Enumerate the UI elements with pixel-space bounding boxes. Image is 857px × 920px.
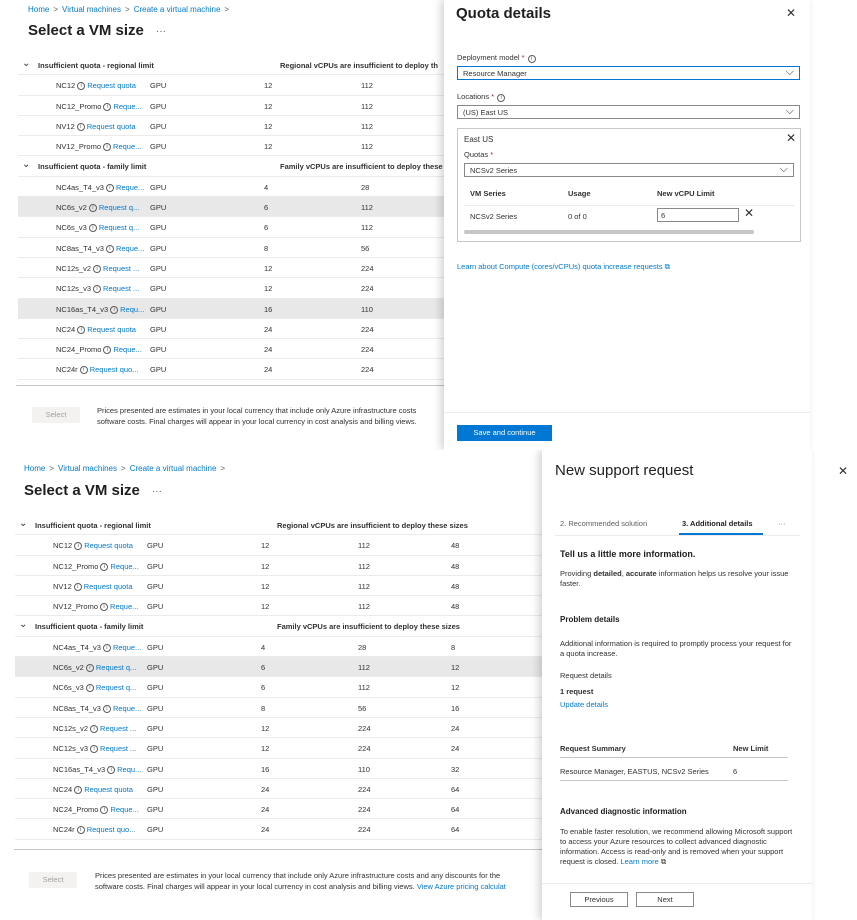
vcpus-value: 12 xyxy=(264,263,273,273)
intro-text: Providing detailed, accurate information helps us resolve your issue faster. xyxy=(560,569,789,588)
ram-value: 112 xyxy=(358,541,370,551)
col-new-limit: New Limit xyxy=(733,744,769,753)
bottom-screenshot xyxy=(0,450,857,920)
usage-value: 0 of 0 xyxy=(568,212,587,221)
request-count: 1 request xyxy=(560,687,594,696)
info-icon: i xyxy=(89,204,97,212)
vcpus-value: 24 xyxy=(264,324,273,334)
save-and-continue-button[interactable]: Save and continue xyxy=(457,425,552,441)
ram-value: 112 xyxy=(358,581,370,591)
chevron-down-icon[interactable]: ⌄ xyxy=(19,619,28,631)
table-row[interactable] xyxy=(15,819,545,839)
close-icon[interactable]: ✕ xyxy=(837,464,848,478)
vm-type: GPU xyxy=(150,182,167,192)
vm-type: GPU xyxy=(150,263,167,273)
vm-size-name: NC24r xyxy=(53,825,75,835)
data-disks-value: 12 xyxy=(451,683,460,693)
more-icon[interactable]: ··· xyxy=(151,485,162,497)
tab-more-icon[interactable]: ··· xyxy=(778,519,786,528)
info-icon: i xyxy=(77,123,85,131)
ram-value: 56 xyxy=(361,243,370,253)
vcpus-value: 12 xyxy=(261,581,270,591)
blade-title: New support request xyxy=(555,462,694,479)
quotas-dropdown[interactable]: NCSv2 Series ⌵ xyxy=(464,163,794,177)
vcpus-value: 16 xyxy=(264,304,273,314)
ram-value: 224 xyxy=(358,723,371,733)
ram-value: 112 xyxy=(358,561,370,571)
summary-value: Resource Manager, EASTUS, NCSv2 Series xyxy=(560,767,709,776)
info-heading: Tell us a little more information. xyxy=(560,549,696,559)
previous-button[interactable]: Previous xyxy=(570,892,628,907)
vm-size-name: NC12s_v2 xyxy=(53,723,89,733)
vm-type: GPU xyxy=(147,663,164,673)
request-quota-link[interactable]: Reque... xyxy=(113,142,142,152)
vm-type: GPU xyxy=(147,764,164,774)
request-quota-link[interactable]: Request quo... xyxy=(89,365,139,375)
table-row[interactable] xyxy=(15,677,545,697)
ram-value: 112 xyxy=(361,223,373,233)
chevron-down-icon[interactable]: ⌄ xyxy=(19,518,28,529)
group-message: Regional vCPUs are insufficient to deploy these sizes xyxy=(277,521,468,530)
vcpus-value: 12 xyxy=(261,602,270,612)
info-icon: i xyxy=(90,745,98,753)
pricing-note: Prices presented are estimates in your local currency that include only Azure infrastructure costs and any discounts for the software costs. Final charges will appear in your local currency in cost analysis and billing views. View Azure pricing calculat xyxy=(95,871,506,891)
vm-type: GPU xyxy=(150,81,167,91)
request-quota-link[interactable]: Reque... xyxy=(113,101,142,111)
data-disks-value: 48 xyxy=(451,581,460,591)
request-quota-link[interactable]: Requ... xyxy=(120,304,145,314)
ram-value: 112 xyxy=(361,121,373,131)
request-quota-link[interactable]: Request quota xyxy=(87,81,136,91)
vm-type: GPU xyxy=(150,142,167,152)
ram-value: 112 xyxy=(361,101,373,111)
info-icon: i xyxy=(90,725,98,733)
vcpus-value: 24 xyxy=(264,345,273,355)
group-message: Family vCPUs are insufficient to deploy these xyxy=(280,162,443,172)
vm-size-name: NC12s_v2 xyxy=(56,263,92,273)
group-title: Insufficient quota - regional limit xyxy=(35,521,151,530)
vm-type: GPU xyxy=(150,223,167,233)
table-row[interactable] xyxy=(15,535,545,555)
vm-type: GPU xyxy=(150,203,167,213)
info-icon: i xyxy=(103,103,111,111)
ram-value: 110 xyxy=(361,304,373,314)
limit-value: 6 xyxy=(733,767,738,776)
request-quota-link[interactable]: Request q... xyxy=(98,223,140,233)
vcpus-value: 12 xyxy=(261,541,270,551)
vm-type: GPU xyxy=(150,284,167,294)
breadcrumb-home[interactable]: Home xyxy=(28,5,50,14)
vm-size-name: NC16as_T4_v3 xyxy=(53,764,106,774)
vm-type: GPU xyxy=(150,243,167,253)
locations-dropdown[interactable]: (US) East US ⌵ xyxy=(457,105,800,119)
vm-size-name: NC12 xyxy=(56,81,76,91)
series-value: NCSv2 Series xyxy=(470,212,518,221)
external-link-icon: ⧉ xyxy=(660,857,667,866)
request-quota-link[interactable]: Reque... xyxy=(115,182,145,192)
vm-type: GPU xyxy=(150,101,167,111)
request-quota-link[interactable]: Request q... xyxy=(98,203,140,213)
chevron-down-icon: ⌵ xyxy=(779,163,788,175)
data-disks-value: 12 xyxy=(451,663,460,673)
ram-value: 224 xyxy=(361,263,374,273)
request-quota-link[interactable]: Request quota xyxy=(84,541,133,551)
data-disks-value: 48 xyxy=(451,561,460,571)
vcpus-value: 24 xyxy=(261,784,270,794)
pricing-note: Prices presented are estimates in your local currency that include only Azure infrastructure costs software costs. Final charges will appear in your local currency in cost analysis and billing views. xyxy=(97,406,417,426)
info-icon: i xyxy=(110,306,118,314)
chevron-down-icon: ⌵ xyxy=(785,105,794,117)
clear-icon[interactable]: ✕ xyxy=(744,206,755,220)
external-link-icon: ⧉ xyxy=(664,262,670,271)
vcpus-value: 6 xyxy=(264,223,269,233)
vm-size-name: NV12 xyxy=(53,581,72,591)
breadcrumb: Home > Virtual machines > Create a virtual machine > xyxy=(28,5,230,14)
quota-details-blade xyxy=(444,0,810,450)
request-details-label: Request details xyxy=(560,671,612,680)
group-header[interactable] xyxy=(15,616,545,636)
info-icon: i xyxy=(100,806,108,814)
ram-value: 112 xyxy=(361,81,373,91)
quotas-label: Quotas * xyxy=(464,150,494,159)
ram-value: 224 xyxy=(361,284,374,294)
vcpus-value: 12 xyxy=(264,284,273,294)
breadcrumb: Home > Virtual machines > Create a virtual machine > xyxy=(24,464,226,473)
vcpus-value: 4 xyxy=(264,182,269,192)
horizontal-scrollbar[interactable] xyxy=(464,230,754,234)
request-quota-link[interactable]: Request quo... xyxy=(86,825,136,835)
info-icon: i xyxy=(497,94,505,102)
vm-type: GPU xyxy=(147,825,164,835)
col-usage: Usage xyxy=(568,189,591,198)
vm-size-name: NC8as_T4_v3 xyxy=(53,703,101,713)
request-quota-link[interactable]: Reque... xyxy=(115,243,145,253)
info-icon: i xyxy=(74,583,82,591)
vm-size-name: NC12s_v3 xyxy=(56,284,92,294)
vm-type: GPU xyxy=(147,805,164,815)
request-quota-link[interactable]: Requ... xyxy=(117,764,142,774)
vcpus-value: 4 xyxy=(261,642,266,652)
group-title: Insufficient quota - regional limit xyxy=(38,61,154,70)
ram-value: 112 xyxy=(358,602,370,612)
data-disks-value: 64 xyxy=(451,805,460,815)
vm-type: GPU xyxy=(147,784,164,794)
vm-type: GPU xyxy=(147,541,164,551)
info-icon: i xyxy=(100,563,108,571)
vcpus-value: 8 xyxy=(264,243,269,253)
blade-title: Quota details xyxy=(456,5,552,22)
ram-value: 224 xyxy=(358,805,371,815)
deployment-model-dropdown[interactable]: Resource Manager ⌵ xyxy=(457,66,800,80)
vm-size-name: NC12s_v3 xyxy=(53,744,89,754)
advanced-diagnostic-heading: Advanced diagnostic information xyxy=(560,807,687,816)
chevron-down-icon: ⌵ xyxy=(785,66,794,78)
vm-size-name: NC4as_T4_v3 xyxy=(53,642,101,652)
info-icon: i xyxy=(100,603,108,611)
vm-type: GPU xyxy=(147,723,164,733)
vm-size-table xyxy=(15,515,545,840)
info-icon: i xyxy=(93,265,101,273)
ram-value: 224 xyxy=(358,825,371,835)
vm-type: GPU xyxy=(147,602,164,612)
vm-type: GPU xyxy=(150,365,167,375)
request-quota-link[interactable]: Request ... xyxy=(103,284,140,294)
vm-type: GPU xyxy=(150,121,167,131)
vm-type: GPU xyxy=(150,324,167,334)
col-new-limit: New vCPU Limit xyxy=(657,189,715,198)
vcpus-value: 16 xyxy=(261,764,270,774)
tab-recommended-solution[interactable]: 2. Recommended solution xyxy=(560,519,648,528)
vcpus-value: 6 xyxy=(261,683,266,693)
vm-size-name: NV12_Promo xyxy=(56,142,102,152)
table-row[interactable] xyxy=(15,698,545,718)
info-icon: i xyxy=(86,664,94,672)
ram-value: 224 xyxy=(358,744,371,754)
vcpus-value: 12 xyxy=(264,142,273,152)
info-icon: i xyxy=(77,82,85,90)
group-message: Regional vCPUs are insufficient to deploy th xyxy=(280,61,438,70)
info-icon: i xyxy=(89,224,97,232)
breadcrumb-virtual-machines[interactable]: Virtual machines xyxy=(58,464,118,473)
ram-value: 112 xyxy=(361,203,373,213)
info-icon: i xyxy=(77,826,85,834)
learn-quota-link[interactable]: Learn about Compute (cores/vCPUs) quota increase requests ⧉ xyxy=(457,262,670,271)
info-icon: i xyxy=(74,542,82,550)
select-button[interactable]: Select xyxy=(29,872,77,888)
locations-label: Locations * i xyxy=(457,92,505,102)
table-row[interactable] xyxy=(15,779,545,799)
vcpus-value: 12 xyxy=(261,723,270,733)
next-button[interactable]: Next xyxy=(636,892,694,907)
vm-type: GPU xyxy=(147,561,164,571)
col-request-summary: Request Summary xyxy=(560,744,626,753)
ram-value: 224 xyxy=(361,345,374,355)
vm-type: GPU xyxy=(150,304,167,314)
learn-more-link[interactable]: Learn more xyxy=(620,857,659,866)
close-icon[interactable]: ✕ xyxy=(785,6,796,20)
table-row[interactable] xyxy=(15,718,545,738)
region-card xyxy=(457,128,801,242)
request-quota-link[interactable]: Request quota xyxy=(86,121,136,131)
support-request-blade xyxy=(542,450,848,920)
vcpus-value: 12 xyxy=(261,744,270,754)
vm-size-name: NC8as_T4_v3 xyxy=(56,243,104,253)
ram-value: 112 xyxy=(358,663,370,673)
table-row[interactable] xyxy=(15,759,545,779)
vcpus-value: 12 xyxy=(261,561,270,571)
breadcrumb-create-vm[interactable]: Create a virtual machine xyxy=(129,464,217,473)
vm-size-name: NC24_Promo xyxy=(56,345,102,355)
request-quota-link[interactable]: Request quota xyxy=(84,784,133,794)
group-message: Family vCPUs are insufficient to deploy these sizes xyxy=(277,622,460,632)
vcpus-value: 6 xyxy=(261,663,266,673)
ram-value: 28 xyxy=(358,642,367,652)
request-quota-link[interactable]: Reque... xyxy=(110,561,139,571)
breadcrumb-virtual-machines[interactable]: Virtual machines xyxy=(62,5,122,14)
data-disks-value: 24 xyxy=(451,744,460,754)
update-details-link[interactable]: Update details xyxy=(560,700,608,709)
info-icon: i xyxy=(528,55,536,63)
region-title: East US xyxy=(464,135,494,144)
data-disks-value: 64 xyxy=(451,784,460,794)
new-limit-input[interactable]: 6 xyxy=(657,208,739,222)
ram-value: 224 xyxy=(358,784,371,794)
group-header[interactable] xyxy=(15,515,545,535)
info-icon: i xyxy=(107,766,115,774)
table-row[interactable] xyxy=(15,738,545,758)
advanced-diagnostic-text: To enable faster resolution, we recommend allowing Microsoft support to access your Azure resources to collect advanced diagnostic information. Access is read-only and is removed when your support request is closed. Learn more ⧉ xyxy=(560,827,793,866)
chevron-down-icon[interactable]: ⌄ xyxy=(22,58,31,69)
problem-details-heading: Problem details xyxy=(560,615,620,624)
data-disks-value: 24 xyxy=(451,723,460,733)
data-disks-value: 16 xyxy=(451,703,460,713)
request-quota-link[interactable]: Reque... xyxy=(112,703,142,713)
vcpus-value: 8 xyxy=(261,703,266,713)
vm-size-name: NC12 xyxy=(53,541,73,551)
info-icon: i xyxy=(106,184,114,192)
data-disks-value: 8 xyxy=(451,642,456,652)
more-icon[interactable]: ··· xyxy=(155,25,166,37)
ram-value: 224 xyxy=(361,324,374,334)
vm-size-name: NC24 xyxy=(53,784,73,794)
request-quota-link[interactable]: Request quota xyxy=(83,581,133,591)
request-quota-link[interactable]: Reque... xyxy=(113,345,142,355)
deployment-model-label: Deployment model * i xyxy=(457,53,536,63)
vm-size-name: NC24r xyxy=(56,365,78,375)
vcpus-value: 24 xyxy=(264,365,273,375)
vm-size-name: NC12_Promo xyxy=(53,561,99,571)
vm-type: GPU xyxy=(147,744,164,754)
table-row[interactable] xyxy=(15,596,545,616)
data-disks-value: 32 xyxy=(451,764,460,774)
vm-size-name: NC6s_v2 xyxy=(56,203,87,213)
vm-size-name: NC24_Promo xyxy=(53,805,99,815)
vm-size-name: NC24 xyxy=(56,324,76,334)
table-row[interactable] xyxy=(15,799,545,819)
problem-text: Additional information is required to promptly process your request for a quota increase. xyxy=(560,639,792,658)
data-disks-value: 64 xyxy=(451,825,460,835)
close-icon[interactable]: ✕ xyxy=(785,131,796,145)
vm-size-name: NC4as_T4_v3 xyxy=(56,182,104,192)
col-vm-series: VM Series xyxy=(470,189,506,198)
ram-value: 56 xyxy=(358,703,367,713)
table-row[interactable] xyxy=(15,637,545,657)
vcpus-value: 24 xyxy=(261,805,270,815)
vm-size-name: NC16as_T4_v3 xyxy=(56,304,109,314)
vcpus-value: 12 xyxy=(264,101,273,111)
request-quota-link[interactable]: Request q... xyxy=(95,683,137,693)
request-quota-link[interactable]: Request ... xyxy=(103,263,140,273)
vm-type: GPU xyxy=(150,345,167,355)
ram-value: 224 xyxy=(361,365,374,375)
group-title: Insufficient quota - family limit xyxy=(35,622,144,632)
ram-value: 112 xyxy=(358,683,370,693)
request-quota-link[interactable]: Request quota xyxy=(87,324,136,334)
vcpus-value: 24 xyxy=(261,825,270,835)
vm-size-name: NC6s_v3 xyxy=(53,683,84,693)
data-disks-value: 48 xyxy=(451,541,460,551)
info-icon: i xyxy=(103,644,111,652)
select-button[interactable]: Select xyxy=(32,407,80,423)
info-icon: i xyxy=(80,366,88,374)
info-icon: i xyxy=(74,786,82,794)
request-quota-link[interactable]: Request ... xyxy=(100,744,137,754)
table-row[interactable] xyxy=(15,556,545,576)
request-quota-link[interactable]: Reque... xyxy=(110,602,139,612)
info-icon: i xyxy=(103,705,111,713)
page-title: Select a VM size ··· xyxy=(24,482,162,499)
chevron-down-icon[interactable]: ⌄ xyxy=(22,159,31,171)
vm-size-name: NV12 xyxy=(56,121,75,131)
ram-value: 110 xyxy=(358,764,370,774)
vm-type: GPU xyxy=(147,683,164,693)
ram-value: 112 xyxy=(361,142,373,152)
vcpus-value: 12 xyxy=(264,121,273,131)
breadcrumb-home[interactable]: Home xyxy=(24,464,46,473)
request-quota-link[interactable]: Request q... xyxy=(95,663,137,673)
table-row[interactable] xyxy=(15,576,545,596)
tab-additional-details[interactable]: 3. Additional details xyxy=(682,519,753,528)
ram-value: 28 xyxy=(361,182,370,192)
request-quota-link[interactable]: Request ... xyxy=(100,723,137,733)
breadcrumb-create-vm[interactable]: Create a virtual machine xyxy=(133,5,221,14)
vm-size-name: NC6s_v2 xyxy=(53,663,84,673)
vm-size-name: NC6s_v3 xyxy=(56,223,87,233)
vcpus-value: 12 xyxy=(264,81,273,91)
info-icon: i xyxy=(103,346,111,354)
top-screenshot xyxy=(0,0,857,450)
vm-type: GPU xyxy=(147,581,164,591)
table-row[interactable] xyxy=(15,657,545,677)
data-disks-value: 48 xyxy=(451,602,460,612)
vm-type: GPU xyxy=(147,703,164,713)
info-icon: i xyxy=(103,143,111,151)
group-title: Insufficient quota - family limit xyxy=(38,162,147,172)
request-quota-link[interactable]: Reque... xyxy=(112,642,142,652)
vm-size-name: NC12_Promo xyxy=(56,101,102,111)
vm-size-name: NV12_Promo xyxy=(53,602,99,612)
info-icon: i xyxy=(106,245,114,253)
vcpus-value: 6 xyxy=(264,203,269,213)
info-icon: i xyxy=(86,684,94,692)
pricing-calculator-link[interactable]: View Azure pricing calculat xyxy=(416,882,506,891)
request-quota-link[interactable]: Reque... xyxy=(110,805,139,815)
vm-type: GPU xyxy=(147,642,164,652)
info-icon: i xyxy=(77,326,85,334)
page-title: Select a VM size ··· xyxy=(28,22,166,39)
info-icon: i xyxy=(93,285,101,293)
